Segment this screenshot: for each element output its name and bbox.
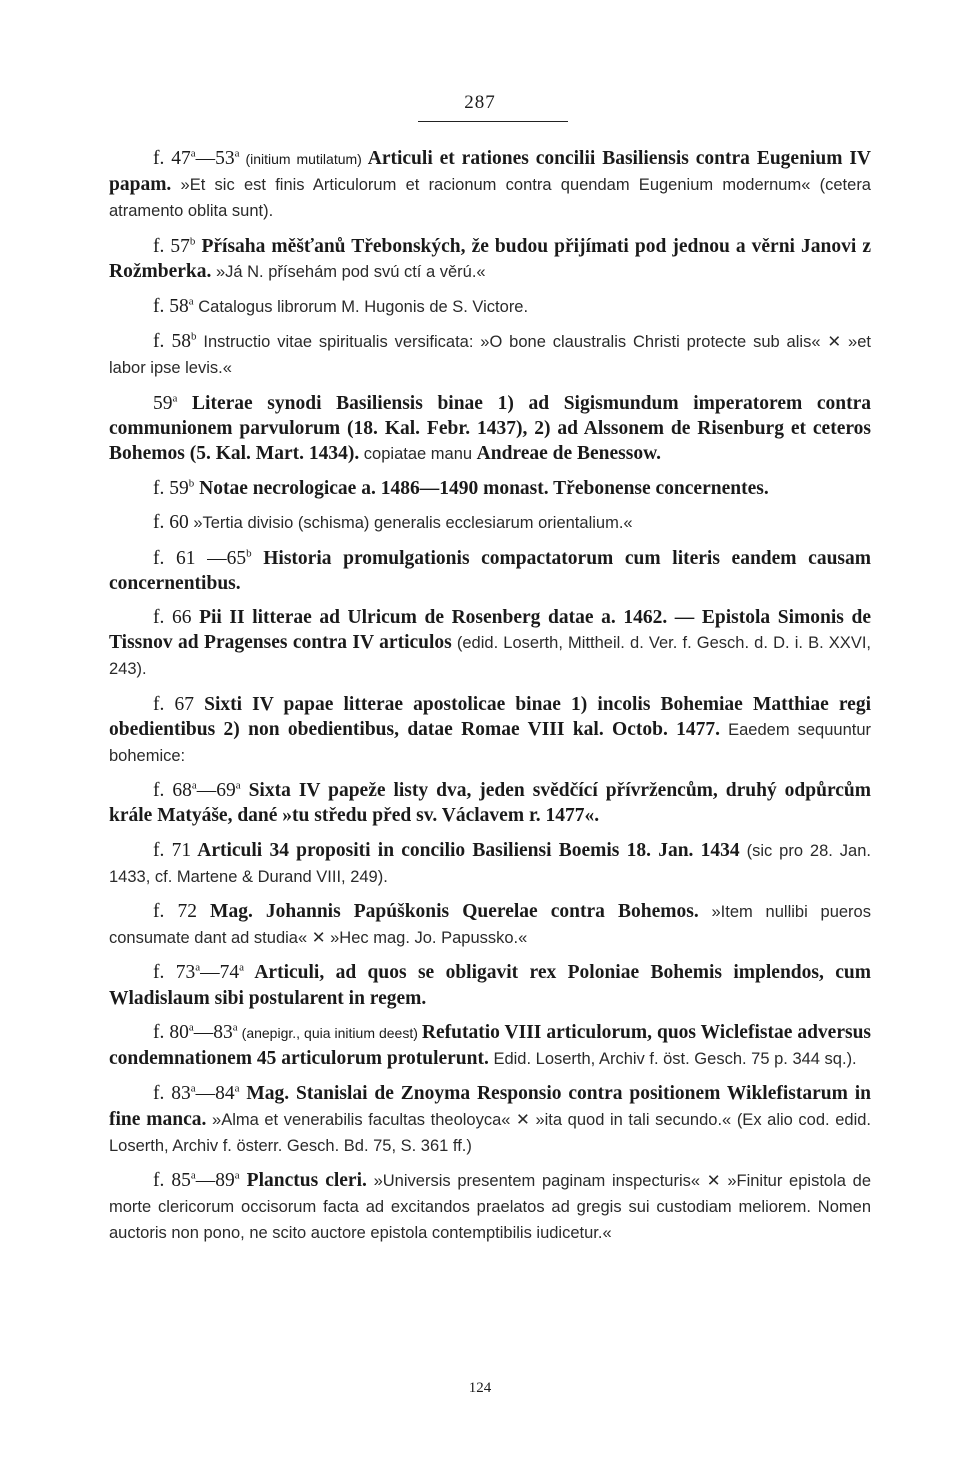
entry-text: (sic pro 28. Jan. 1433, cf. Martene & Durand VIII, 249). (109, 841, 871, 886)
folio-ref: f. 72 (153, 901, 197, 923)
catalog-entry (109, 838, 871, 890)
folio-ref: f. 58 (153, 296, 189, 318)
entry-title: Refutatio VIII articulorum, quos Wiclefistae adversus condemnationem 45 articulorum protulerunt. (109, 1021, 872, 1070)
catalog-entry (109, 294, 871, 320)
folio-superscript: a (234, 147, 240, 160)
entry-text: »Item nullibi pueros consumate dant ad studia« ✕ »Hec mag. Jo. Papussko.« (109, 903, 871, 948)
folio-range: —74 (200, 962, 240, 984)
folio-ref: f. 73 (153, 962, 196, 984)
folio-superscript: a (188, 295, 194, 308)
header-rule (418, 121, 568, 122)
entry-title: Andreae de Benessow. (476, 443, 661, 465)
catalog-entry (109, 1081, 871, 1159)
catalog-entry (109, 476, 871, 501)
entry-title: Articuli 34 propositi in concilio Basiliensi Boemis 18. Jan. 1434 (191, 839, 740, 861)
catalog-entry (109, 899, 871, 951)
entry-text: Instructio vitae spiritualis versificata: »O bone claustralis Christi protecte sub alis« ✕ »et labor ipse levis.« (109, 333, 871, 378)
entry-title: Přísaha měšťanů Třebonských, že budou přijímati pod jednou a věrni Janovi z Rožmberka. (109, 235, 871, 282)
folio-superscript: a (172, 392, 178, 405)
folio-superscript: b (189, 235, 196, 248)
folio-ref: f. 68 (153, 780, 192, 802)
entry-note: (initium mutilatum) (239, 151, 368, 167)
catalog-entry (109, 960, 871, 1010)
entry-text: (edid. Loserth, Mittheil. d. Ver. f. Gesch. d. D. i. B. XXVI, 243). (109, 634, 871, 679)
folio-ref: f. 85 (153, 1169, 191, 1191)
entry-title: Literae synodi Basiliensis binae 1) ad Sigismundum imperatorem contra communionem parvulorum (18. Kal. Febr. 1437), 2) ad Alssonem de Risenburg et ceteros Bohemos (5. Kal. Mart. 1434). (109, 392, 871, 465)
catalog-entry (109, 146, 871, 225)
folio-range: —89 (195, 1169, 235, 1191)
entry-note: (anepigr., quia initium deest) (237, 1024, 422, 1041)
catalog-entry (109, 1020, 871, 1072)
entry-title: Historia promulgationis compactatorum cum literis eandem causam concernentibus. (109, 547, 871, 594)
folio-ref: f. 61 —65 (153, 547, 247, 569)
folio-superscript: a (188, 1021, 194, 1034)
entry-text: »Et sic est finis Articulorum et racionum contra quendam Eugenium modernum« (cetera atramento oblita sunt). (109, 176, 871, 221)
folio-superscript: a (235, 779, 241, 792)
catalog-entry (109, 391, 871, 468)
folio-ref: f. 57 (153, 235, 190, 257)
catalog-entry (109, 329, 871, 381)
entry-text: »Já N. přísehám pod svú ctí a věrú.« (211, 262, 486, 281)
folio-superscript: a (239, 961, 245, 974)
entry-text: »Alma et venerabilis facultas theoloyca« ✕ »ita quod in tali secundo.« (Ex alio cod. edid. Loserth, Archiv f. österr. Gesch. Bd. 75, S. 361 ff.) (109, 1110, 871, 1155)
folio-ref: f. 59 (153, 478, 189, 500)
folio-ref: f. 71 (153, 839, 192, 861)
folio-superscript: a (190, 1082, 196, 1095)
entry-text: »Universis presentem paginam inspecturis« ✕ »Finitur epistola de morte clericorum occisorum facta ad excitandos praelatos ad gregis sui custodiam meliorem. Nomen auctoris non pono, ne scito auctore epistola contemptibilis iudicetur.« (109, 1171, 871, 1243)
entry-title: Notae necrologicae a. 1486—1490 monast. Třebonense concernentes. (194, 478, 769, 500)
entry-title: Pii II litterae ad Ulricum de Rosenberg datae a. 1462. — Epistola Simonis de Tissnov ad Pragenses contra IV articulos (109, 607, 871, 654)
entry-text: Eaedem sequuntur bohemice: (109, 720, 872, 766)
entry-title: Sixta IV papeže listy dva, jeden svědčící přívržencům, druhý odpůrcům krále Matyáše, dané »tu středu před sv. Václavem r. 1477«. (109, 780, 871, 827)
entry-title: Articuli, ad quos se obligavit rex Poloniae Bohemis implendos, cum Wladislaum sibi postularent in regem. (109, 962, 871, 1009)
page-number-footer: 124 (468, 1380, 492, 1396)
folio-ref: f. 47 (153, 148, 191, 169)
entry-text: Edid. Loserth, Archiv f. öst. Gesch. 75 p. 344 sq.). (488, 1050, 857, 1069)
folio-superscript: a (191, 779, 197, 792)
folio-superscript: b (246, 547, 252, 560)
folio-range: —69 (196, 780, 236, 802)
folio-ref: f. 80 (153, 1021, 189, 1043)
catalog-entry (109, 234, 871, 285)
catalog-entry (109, 778, 871, 828)
entry-title: Mag. Stanislai de Znoyma Responsio contra positionem Wiklefistarum in fine manca. (109, 1083, 871, 1130)
folio-superscript: a (195, 961, 201, 974)
folio-ref: f. 58 (153, 331, 192, 353)
folio-range: —53 (195, 148, 235, 169)
folio-superscript: a (234, 1082, 240, 1095)
folio-ref: f. 60 (153, 512, 189, 534)
catalog-entry (109, 546, 871, 596)
folio-ref: f. 66 (153, 607, 192, 629)
folio-superscript: a (190, 1169, 196, 1182)
entry-title: Planctus cleri. (239, 1169, 367, 1191)
content (109, 146, 871, 1256)
catalog-entry (109, 692, 871, 770)
folio-ref: f. 83 (153, 1083, 191, 1105)
folio-range: —83 (193, 1021, 233, 1043)
page-number-header: 287 (464, 92, 496, 113)
folio-superscript: a (234, 1169, 240, 1182)
folio-range: —84 (195, 1083, 235, 1105)
catalog-entry (109, 605, 871, 683)
folio-superscript: b (191, 330, 197, 343)
catalog-entry (109, 510, 871, 536)
folio-ref: 59 (153, 392, 173, 414)
entry-title: Articuli et rationes concilii Basiliensis contra Eugenium IV papam. (109, 148, 871, 196)
entry-title: Sixti IV papae litterae apostolicae binae 1) incolis Bohemiae Matthiae regi obedientibus 2) non obedientibus, datae Romae VIII kal. Octob. 1477. (109, 693, 871, 740)
folio-ref: f. 67 (153, 693, 194, 715)
entry-title: Mag. Johannis Papúškonis Querelae contra Bohemos. (196, 901, 699, 923)
catalog-entry (109, 1168, 871, 1247)
folio-superscript: a (190, 147, 196, 160)
folio-superscript: a (232, 1021, 238, 1034)
entry-text: Catalogus librorum M. Hugonis de S. Victore. (193, 298, 529, 317)
folio-superscript: b (188, 477, 195, 490)
entry-text: »Tertia divisio (schisma) generalis ecclesiarum orientalium.« (188, 514, 633, 533)
entry-text: copiatae manu (359, 445, 477, 464)
